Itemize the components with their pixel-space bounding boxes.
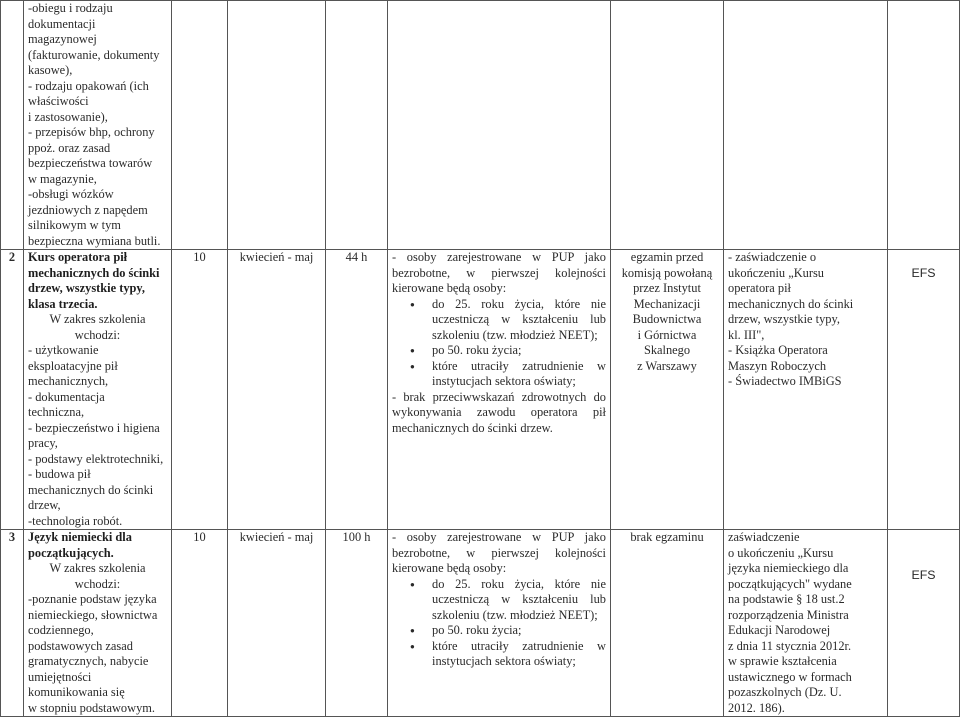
text-line: codziennego, xyxy=(28,623,94,637)
text-line: kasowe), xyxy=(28,63,73,77)
text-line: - zaświadczenie o xyxy=(728,250,817,264)
text-line: bezpieczeństwa towarów xyxy=(28,156,153,170)
text-line: właściwości xyxy=(28,94,89,108)
text-line: ppoż. oraz zasad xyxy=(28,140,111,155)
text-line: 2012. 186). xyxy=(728,700,785,715)
hours-cell xyxy=(326,1,388,250)
bullet-item: ● do 25. roku życia, które nie uczestniczą w kształceniu lub szkoleniu (tzw. młodzież NEET); xyxy=(432,577,606,624)
text-line: - przepisów bhp, ochrony xyxy=(28,125,155,139)
course-row xyxy=(1,530,960,717)
text-line: magazynowej xyxy=(28,32,97,46)
exam-info xyxy=(611,250,724,530)
target-bullets xyxy=(392,297,606,390)
text-line: pozaszkolnych (Dz. U. xyxy=(728,685,842,699)
course-title-line: mechanicznych do ścinki xyxy=(28,265,160,280)
participants-count: 10 xyxy=(172,530,228,717)
bullet-item: ● po 50. roku życia; xyxy=(432,343,606,359)
course-description xyxy=(24,250,172,530)
course-title-line: Kurs operatora pił xyxy=(28,250,128,264)
text-line: komisją powołaną xyxy=(621,265,713,280)
certificate-info xyxy=(724,530,888,717)
period-cell xyxy=(228,1,326,250)
continuation-row xyxy=(1,1,960,250)
text-line: wchodzi: xyxy=(74,576,121,591)
text-line: komunikowania się xyxy=(28,685,125,699)
target-bullets xyxy=(392,577,606,670)
text-line: eksploatacyjne pił xyxy=(28,358,118,373)
course-title-line: początkujących. xyxy=(28,545,114,560)
text-line: ustawicznego w formach xyxy=(728,669,852,684)
text-line: rozporządzenia Ministra xyxy=(728,607,849,622)
course-title-line: drzew, wszystkie typy, xyxy=(28,281,146,295)
text-line: Budownictwa xyxy=(632,312,702,326)
text-line: w sprawie kształcenia xyxy=(728,654,837,668)
text-line: brak egzaminu xyxy=(630,530,704,544)
text-line: i zastosowanie), xyxy=(28,109,108,124)
course-row xyxy=(1,250,960,530)
row-number: 3 xyxy=(1,530,24,717)
target-group-cell xyxy=(388,1,611,250)
text-line: i Górnictwa Skalnego xyxy=(637,327,697,357)
text-line: Mechanizacji xyxy=(633,296,701,311)
text-line: dokumentacji xyxy=(28,16,96,31)
exam-info xyxy=(611,530,724,717)
funding-source: EFS xyxy=(888,530,960,717)
bullet-item: ● które utraciły zatrudnienie w instytucjach sektora oświaty; xyxy=(432,639,606,670)
bullet-item: ● do 25. roku życia, które nie uczestniczą w kształceniu lub szkoleniu (tzw. młodzież NEET); xyxy=(432,297,606,344)
target-intro: - osoby zarejestrowane w PUP jako bezrobotne, w pierwszej kolejności kierowane będą osoby: xyxy=(392,530,606,575)
text-line: - podstawy elektrotechniki, xyxy=(28,451,164,466)
row-number: 2 xyxy=(1,250,24,530)
training-hours: 44 h xyxy=(326,250,388,530)
exam-cell xyxy=(611,1,724,250)
text-line: w magazynie, xyxy=(28,171,97,186)
text-line: Maszyn Roboczych xyxy=(728,358,827,373)
text-line: - dokumentacja xyxy=(28,389,105,404)
row-number-empty xyxy=(1,1,24,250)
text-line: mechanicznych do ścinki xyxy=(28,482,154,497)
text-line: - bezpieczeństwo i higiena xyxy=(28,420,160,435)
course-title-line: klasa trzecia. xyxy=(28,296,98,311)
text-line: zaświadczenie xyxy=(728,530,800,544)
text-line: drzew, xyxy=(28,498,61,512)
target-group xyxy=(388,250,611,530)
text-line: -obsługi wózków xyxy=(28,187,114,201)
participants-count: 10 xyxy=(172,250,228,530)
text-line: - Świadectwo IMBiGS xyxy=(728,374,842,388)
text-line: egzamin przed xyxy=(630,250,704,264)
text-line: -poznanie podstaw języka xyxy=(28,592,157,606)
text-line: na podstawie § 18 ust.2 xyxy=(728,592,845,606)
text-line: jezdniowych z napędem xyxy=(28,202,148,217)
funding-source: EFS xyxy=(888,250,960,530)
bullet-item: ● które utraciły zatrudnienie w instytucjach sektora oświaty; xyxy=(432,359,606,390)
text-line: Edukacji Narodowej xyxy=(728,623,831,637)
text-line: - Książka Operatora xyxy=(728,343,828,357)
text-line: W zakres szkolenia xyxy=(49,312,146,326)
course-description xyxy=(24,530,172,717)
text-line: umiejętności xyxy=(28,669,92,684)
text-line: przez Instytut xyxy=(633,281,701,295)
bullet-item: ● po 50. roku życia; xyxy=(432,623,606,639)
text-line: -obiegu i rodzaju xyxy=(28,1,113,15)
participants-cell xyxy=(172,1,228,250)
text-line: ukończeniu „Kursu xyxy=(728,265,824,280)
text-line: o ukończeniu „Kursu xyxy=(728,545,834,560)
text-line: z Warszawy xyxy=(637,358,697,373)
text-line: bezpieczna wymiana butli. xyxy=(28,233,161,248)
text-line: techniczna, xyxy=(28,405,85,419)
text-line: początkujących" wydane xyxy=(728,576,852,591)
funding-cell xyxy=(888,1,960,250)
text-line: mechanicznych, xyxy=(28,374,109,388)
certificate-cell xyxy=(724,1,888,250)
text-line: - użytkowanie xyxy=(28,343,99,357)
training-period: kwiecień - maj xyxy=(228,530,326,717)
text-line: kl. III", xyxy=(728,327,765,342)
target-group xyxy=(388,530,611,717)
text-line: operatora pił xyxy=(728,281,791,295)
target-outro: - brak przeciwwskazań zdrowotnych do wykonywania zawodu operatora pił mechanicznych do ścinki drzew. xyxy=(392,389,606,435)
text-line: niemieckiego, słownictwa xyxy=(28,607,158,622)
continuation-description xyxy=(24,1,172,250)
certificate-info xyxy=(724,250,888,530)
training-period: kwiecień - maj xyxy=(228,250,326,530)
course-title-line: Język niemiecki dla xyxy=(28,530,132,544)
text-line: języka niemieckiego dla xyxy=(728,561,849,575)
target-intro: - osoby zarejestrowane w PUP jako bezrobotne, w pierwszej kolejności kierowane będą osoby: xyxy=(392,250,606,295)
text-line: - rodzaju opakowań (ich xyxy=(28,78,149,93)
text-line: silnikowym w tym xyxy=(28,218,121,232)
training-hours: 100 h xyxy=(326,530,388,717)
text-line: podstawowych zasad xyxy=(28,638,133,653)
text-line: w stopniu podstawowym. xyxy=(28,700,156,715)
text-line: wchodzi: xyxy=(74,327,121,342)
text-line: -technologia robót. xyxy=(28,513,123,528)
text-line: drzew, wszystkie typy, xyxy=(728,312,840,326)
text-line: - budowa pił xyxy=(28,467,91,481)
text-line: z dnia 11 stycznia 2012r. xyxy=(728,638,852,653)
text-line: (fakturowanie, dokumenty xyxy=(28,47,160,62)
text-line: pracy, xyxy=(28,436,58,450)
text-line: mechanicznych do ścinki xyxy=(728,296,854,311)
text-line: W zakres szkolenia xyxy=(49,561,146,575)
text-line: gramatycznych, nabycie xyxy=(28,654,149,668)
